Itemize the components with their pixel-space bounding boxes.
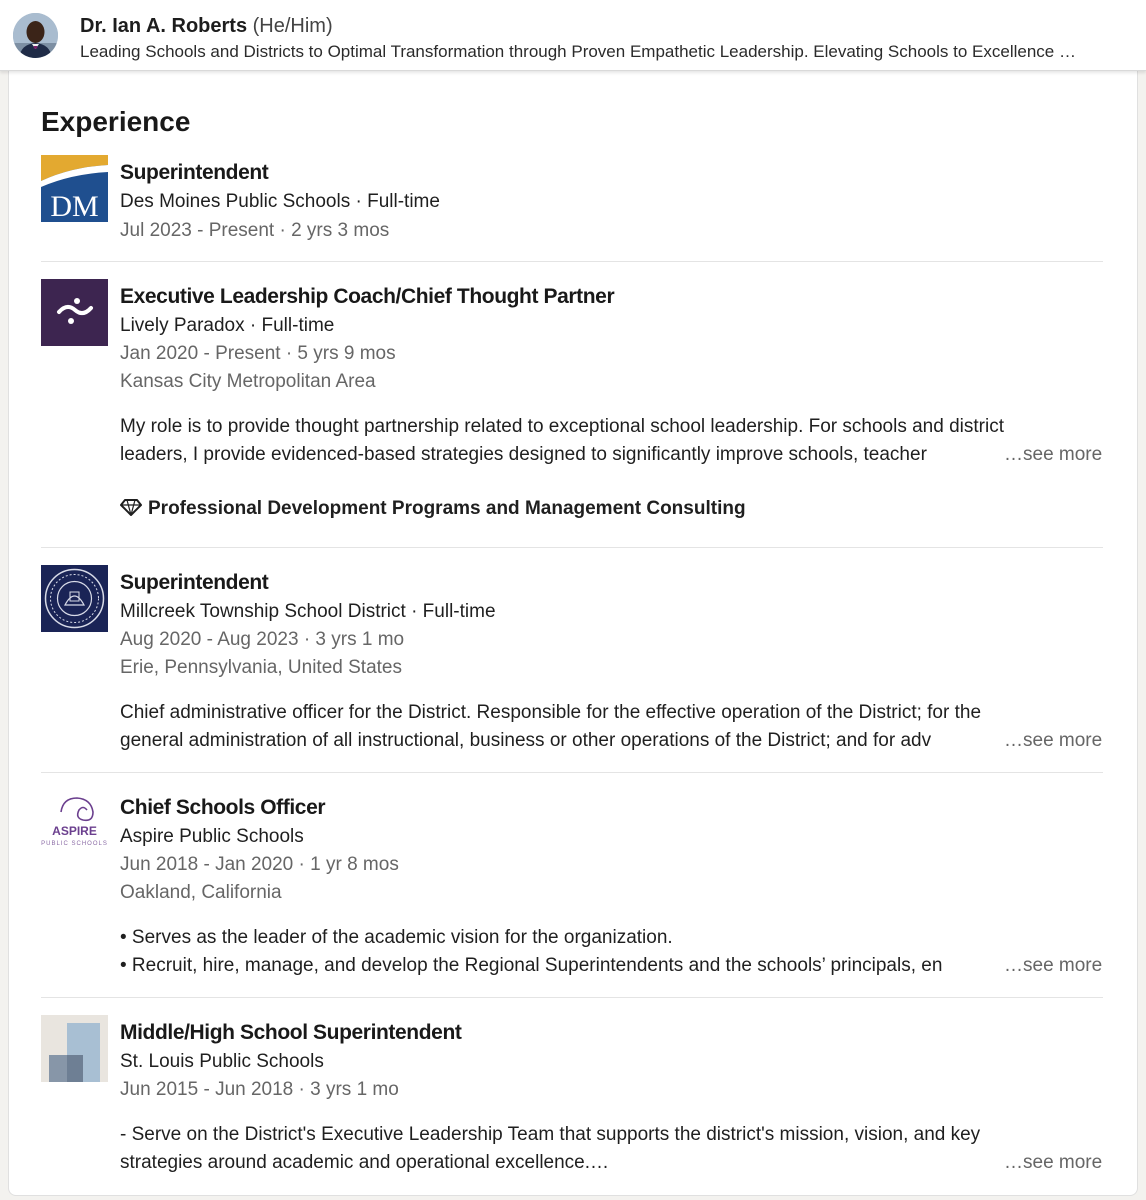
position-description-line: leaders, I provide evidenced-based strategies designed to significantly improve schools, teacher — [120, 444, 927, 465]
see-more-link[interactable]: …see more — [1004, 955, 1103, 976]
position-company: St. Louis Public Schools — [120, 1051, 324, 1072]
position-company: Millcreek Township School District · Full-time — [120, 601, 496, 622]
position-company: Lively Paradox · Full-time — [120, 315, 335, 336]
position-company: Aspire Public Schools — [120, 826, 304, 847]
profile-avatar[interactable] — [13, 13, 58, 58]
profile-headline: Leading Schools and Districts to Optimal Transformation through Proven Empathetic Leadership. Elevating Schools to Excellence … — [80, 42, 1076, 61]
position-title[interactable]: Superintendent — [120, 571, 269, 594]
aspire-public-schools-logo[interactable] — [41, 790, 108, 857]
position-dates: Aug 2020 - Aug 2023 · 3 yrs 1 mo — [120, 629, 405, 650]
logo-text: ASPIRE — [52, 824, 97, 838]
diamond-icon — [120, 498, 142, 516]
position-description-line: general administration of all instructional, business or other operations of the District; and for adv — [120, 730, 932, 751]
skills-text: Professional Development Programs and Management Consulting — [148, 498, 746, 519]
placeholder-company-logo[interactable] — [41, 1015, 108, 1082]
position-description-line: Chief administrative officer for the District. Responsible for the effective operation of the District; for the — [120, 702, 982, 723]
position-title[interactable]: Chief Schools Officer — [120, 796, 326, 819]
position-description-line: • Serves as the leader of the academic vision for the organization. — [120, 927, 673, 948]
position-location: Erie, Pennsylvania, United States — [120, 657, 402, 678]
profile-pronouns: (He/Him) — [252, 15, 333, 37]
millcreek-seal-logo[interactable] — [41, 565, 108, 632]
divider — [41, 772, 1103, 773]
profile-sticky-header — [0, 0, 1146, 71]
profile-name: Dr. Ian A. Roberts — [80, 15, 248, 37]
position-title[interactable]: Executive Leadership Coach/Chief Thought Partner — [120, 285, 615, 308]
position-company: Des Moines Public Schools · Full-time — [120, 191, 440, 212]
position-dates: Jan 2020 - Present · 5 yrs 9 mos — [120, 343, 396, 364]
position-description-line: My role is to provide thought partnership related to exceptional school leadership. For schools and district — [120, 416, 1004, 437]
divider — [41, 547, 1103, 548]
see-more-link[interactable]: …see more — [1004, 1152, 1103, 1173]
position-dates: Jul 2023 - Present · 2 yrs 3 mos — [120, 220, 390, 241]
position-title[interactable]: Middle/High School Superintendent — [120, 1021, 462, 1044]
position-description-line: strategies around academic and operational excellence.… — [120, 1152, 610, 1173]
position-description-line: - Serve on the District's Executive Leadership Team that supports the district's mission, vision, and key — [120, 1124, 981, 1145]
lively-paradox-logo[interactable] — [41, 279, 108, 346]
see-more-link[interactable]: …see more — [1004, 730, 1103, 751]
section-title: Experience — [41, 106, 191, 137]
skills-row[interactable] — [120, 497, 746, 521]
logo-text: DM — [50, 190, 99, 222]
see-more-link[interactable]: …see more — [1004, 444, 1103, 465]
des-moines-public-schools-logo[interactable] — [41, 155, 108, 222]
profile-name-line — [80, 14, 333, 38]
divider — [41, 997, 1103, 998]
logo-subtext: PUBLIC SCHOOLS — [41, 841, 108, 847]
position-dates: Jun 2018 - Jan 2020 · 1 yr 8 mos — [120, 854, 399, 875]
position-location: Kansas City Metropolitan Area — [120, 371, 376, 392]
position-description-line: • Recruit, hire, manage, and develop the Regional Superintendents and the schools’ principals, en — [120, 955, 943, 976]
divider — [41, 261, 1103, 262]
position-dates: Jun 2015 - Jun 2018 · 3 yrs 1 mo — [120, 1079, 399, 1100]
position-title[interactable]: Superintendent — [120, 161, 269, 184]
position-location: Oakland, California — [120, 882, 282, 903]
